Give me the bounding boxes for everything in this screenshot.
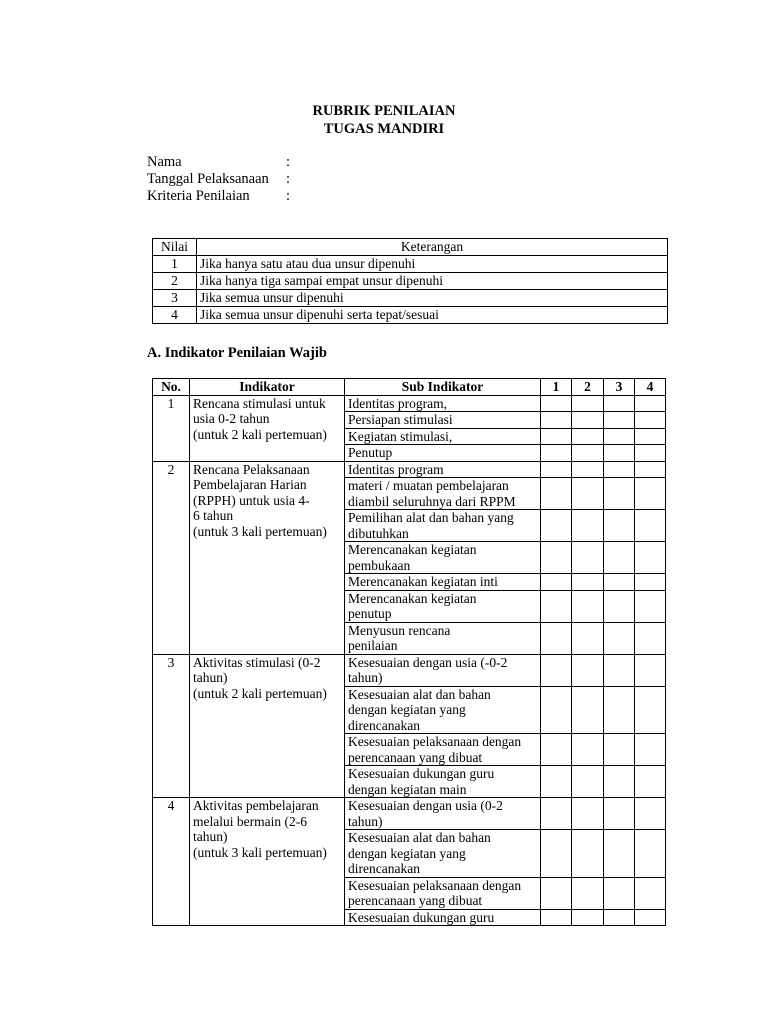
score-cell-3[interactable]: [604, 798, 635, 830]
score-cell-4[interactable]: [635, 395, 666, 412]
score-cell-3[interactable]: [604, 542, 635, 574]
score-cell-3[interactable]: [604, 909, 635, 926]
cell-sub-indikator: Kesesuaian dukungan guru dengan kegiatan main: [345, 766, 541, 798]
score-cell-1[interactable]: [541, 412, 572, 429]
score-cell-2[interactable]: [572, 798, 604, 830]
score-cell-3[interactable]: [604, 830, 635, 878]
cell-sub-indikator: Kesesuaian pelaksanaan dengan perencanaan yang dibuat: [345, 734, 541, 766]
score-cell-4[interactable]: [635, 654, 666, 686]
score-cell-1[interactable]: [541, 478, 572, 510]
score-cell-2[interactable]: [572, 412, 604, 429]
score-cell-1[interactable]: [541, 766, 572, 798]
score-cell-1[interactable]: [541, 654, 572, 686]
cell-sub-indikator: Kesesuaian alat dan bahan dengan kegiatan yang direncanakan: [345, 686, 541, 734]
cell-sub-indikator: Pemilihan alat dan bahan yang dibutuhkan: [345, 510, 541, 542]
score-cell-2[interactable]: [572, 909, 604, 926]
score-cell-1[interactable]: [541, 909, 572, 926]
score-cell-3[interactable]: [604, 654, 635, 686]
cell-sub-indikator: Identitas program: [345, 461, 541, 478]
score-cell-4[interactable]: [635, 461, 666, 478]
score-cell-3[interactable]: [604, 877, 635, 909]
score-cell-2[interactable]: [572, 622, 604, 654]
score-cell-2[interactable]: [572, 395, 604, 412]
cell-sub-indikator: Merencanakan kegiatan penutup: [345, 590, 541, 622]
table-row: [153, 290, 668, 307]
header-keterangan: Keterangan: [197, 239, 668, 256]
score-cell-1[interactable]: [541, 622, 572, 654]
score-cell-1[interactable]: [541, 590, 572, 622]
score-cell-2[interactable]: [572, 734, 604, 766]
score-cell-3[interactable]: [604, 510, 635, 542]
score-cell-2[interactable]: [572, 654, 604, 686]
cell-indikator: Rencana stimulasi untuk usia 0-2 tahun (untuk 2 kali pertemuan): [190, 395, 345, 461]
score-cell-3[interactable]: [604, 574, 635, 591]
score-cell-4[interactable]: [635, 590, 666, 622]
score-cell-1[interactable]: [541, 686, 572, 734]
score-cell-1[interactable]: [541, 445, 572, 462]
document-subtitle: TUGAS MANDIRI: [323, 121, 445, 137]
table-row: [153, 798, 666, 830]
table-row: [153, 654, 666, 686]
cell-nilai: 3: [153, 290, 197, 307]
cell-sub-indikator: Identitas program,: [345, 395, 541, 412]
score-cell-3[interactable]: [604, 428, 635, 445]
cell-keterangan: Jika semua unsur dipenuhi serta tepat/sesuai: [197, 307, 668, 324]
score-cell-2[interactable]: [572, 461, 604, 478]
score-cell-4[interactable]: [635, 428, 666, 445]
score-cell-2[interactable]: [572, 877, 604, 909]
score-cell-3[interactable]: [604, 395, 635, 412]
cell-sub-indikator: Kesesuaian dukungan guru: [345, 909, 541, 926]
score-cell-2[interactable]: [572, 830, 604, 878]
score-cell-2[interactable]: [572, 478, 604, 510]
header-no: No.: [153, 379, 190, 396]
score-cell-4[interactable]: [635, 445, 666, 462]
score-cell-3[interactable]: [604, 766, 635, 798]
cell-keterangan: Jika semua unsur dipenuhi: [197, 290, 668, 307]
cell-sub-indikator: Kegiatan stimulasi,: [345, 428, 541, 445]
field-label: Tanggal Pelaksanaan: [147, 171, 269, 187]
score-cell-4[interactable]: [635, 412, 666, 429]
header-score-1: 1: [541, 379, 572, 396]
cell-indikator: Rencana Pelaksanaan Pembelajaran Harian (RPPH) untuk usia 4- 6 tahun (untuk 3 kali pertemuan): [190, 461, 345, 654]
score-cell-2[interactable]: [572, 766, 604, 798]
cell-sub-indikator: Kesesuaian dengan usia (-0-2 tahun): [345, 654, 541, 686]
score-cell-3[interactable]: [604, 461, 635, 478]
indikator-table-body: [153, 395, 666, 926]
field-colon: :: [286, 171, 291, 187]
score-cell-2[interactable]: [572, 445, 604, 462]
score-cell-1[interactable]: [541, 574, 572, 591]
cell-keterangan: Jika hanya satu atau dua unsur dipenuhi: [197, 256, 668, 273]
table-header-row: [153, 379, 666, 396]
document-title: RUBRIK PENILAIAN: [312, 103, 456, 119]
cell-nilai: 4: [153, 307, 197, 324]
score-cell-4[interactable]: [635, 830, 666, 878]
score-cell-1[interactable]: [541, 510, 572, 542]
score-cell-4[interactable]: [635, 766, 666, 798]
score-cell-3[interactable]: [604, 412, 635, 429]
score-cell-4[interactable]: [635, 478, 666, 510]
score-cell-4[interactable]: [635, 877, 666, 909]
score-cell-4[interactable]: [635, 909, 666, 926]
score-cell-2[interactable]: [572, 510, 604, 542]
field-label: Kriteria Penilaian: [147, 188, 250, 204]
cell-indikator: Aktivitas stimulasi (0-2 tahun) (untuk 2 kali pertemuan): [190, 654, 345, 798]
cell-sub-indikator: Merencanakan kegiatan inti: [345, 574, 541, 591]
cell-no: 2: [153, 461, 190, 654]
score-cell-1[interactable]: [541, 734, 572, 766]
cell-sub-indikator: Merencanakan kegiatan pembukaan: [345, 542, 541, 574]
score-cell-1[interactable]: [541, 877, 572, 909]
score-cell-1[interactable]: [541, 395, 572, 412]
score-cell-4[interactable]: [635, 686, 666, 734]
table-row: [153, 307, 668, 324]
cell-nilai: 1: [153, 256, 197, 273]
score-cell-2[interactable]: [572, 590, 604, 622]
score-cell-3[interactable]: [604, 622, 635, 654]
section-title: A. Indikator Penilaian Wajib: [147, 345, 327, 361]
field-colon: :: [286, 188, 291, 204]
table-header-row: [153, 239, 668, 256]
cell-sub-indikator: Kesesuaian pelaksanaan dengan perencanaan yang dibuat: [345, 877, 541, 909]
score-cell-1[interactable]: [541, 542, 572, 574]
field-tanggal-pelaksanaan: [147, 171, 291, 188]
cell-sub-indikator: Kesesuaian dengan usia (0-2 tahun): [345, 798, 541, 830]
header-sub-indikator: Sub Indikator: [345, 379, 541, 396]
nilai-table: [152, 238, 668, 324]
score-cell-4[interactable]: [635, 542, 666, 574]
score-cell-4[interactable]: [635, 798, 666, 830]
score-cell-1[interactable]: [541, 428, 572, 445]
cell-sub-indikator: Menyusun rencana penilaian: [345, 622, 541, 654]
score-cell-2[interactable]: [572, 574, 604, 591]
score-cell-3[interactable]: [604, 590, 635, 622]
field-nama: [147, 154, 291, 171]
cell-nilai: 2: [153, 273, 197, 290]
score-cell-1[interactable]: [541, 461, 572, 478]
score-cell-4[interactable]: [635, 510, 666, 542]
header-score-2: 2: [572, 379, 604, 396]
score-cell-3[interactable]: [604, 734, 635, 766]
cell-sub-indikator: materi / muatan pembelajaran diambil seluruhnya dari RPPM: [345, 478, 541, 510]
cell-indikator: Aktivitas pembelajaran melalui bermain (2-6 tahun) (untuk 3 kali pertemuan): [190, 798, 345, 926]
table-row: [153, 395, 666, 412]
cell-no: 4: [153, 798, 190, 926]
score-cell-3[interactable]: [604, 686, 635, 734]
table-row: [153, 461, 666, 478]
header-score-4: 4: [635, 379, 666, 396]
table-row: [153, 273, 668, 290]
score-cell-1[interactable]: [541, 830, 572, 878]
score-cell-3[interactable]: [604, 478, 635, 510]
score-cell-4[interactable]: [635, 622, 666, 654]
field-colon: :: [286, 154, 291, 170]
header-indikator: Indikator: [190, 379, 345, 396]
score-cell-3[interactable]: [604, 445, 635, 462]
cell-sub-indikator: Persiapan stimulasi: [345, 412, 541, 429]
header-nilai: Nilai: [153, 239, 197, 256]
score-cell-2[interactable]: [572, 542, 604, 574]
cell-keterangan: Jika hanya tiga sampai empat unsur dipenuhi: [197, 273, 668, 290]
score-cell-4[interactable]: [635, 734, 666, 766]
score-cell-2[interactable]: [572, 686, 604, 734]
cell-no: 1: [153, 395, 190, 461]
header-score-3: 3: [604, 379, 635, 396]
indikator-table: [152, 378, 666, 926]
score-cell-2[interactable]: [572, 428, 604, 445]
score-cell-1[interactable]: [541, 798, 572, 830]
table-row: [153, 256, 668, 273]
field-kriteria-penilaian: [147, 188, 291, 205]
field-label: Nama: [147, 154, 182, 170]
cell-no: 3: [153, 654, 190, 798]
cell-sub-indikator: Kesesuaian alat dan bahan dengan kegiatan yang direncanakan: [345, 830, 541, 878]
cell-sub-indikator: Penutup: [345, 445, 541, 462]
score-cell-4[interactable]: [635, 574, 666, 591]
